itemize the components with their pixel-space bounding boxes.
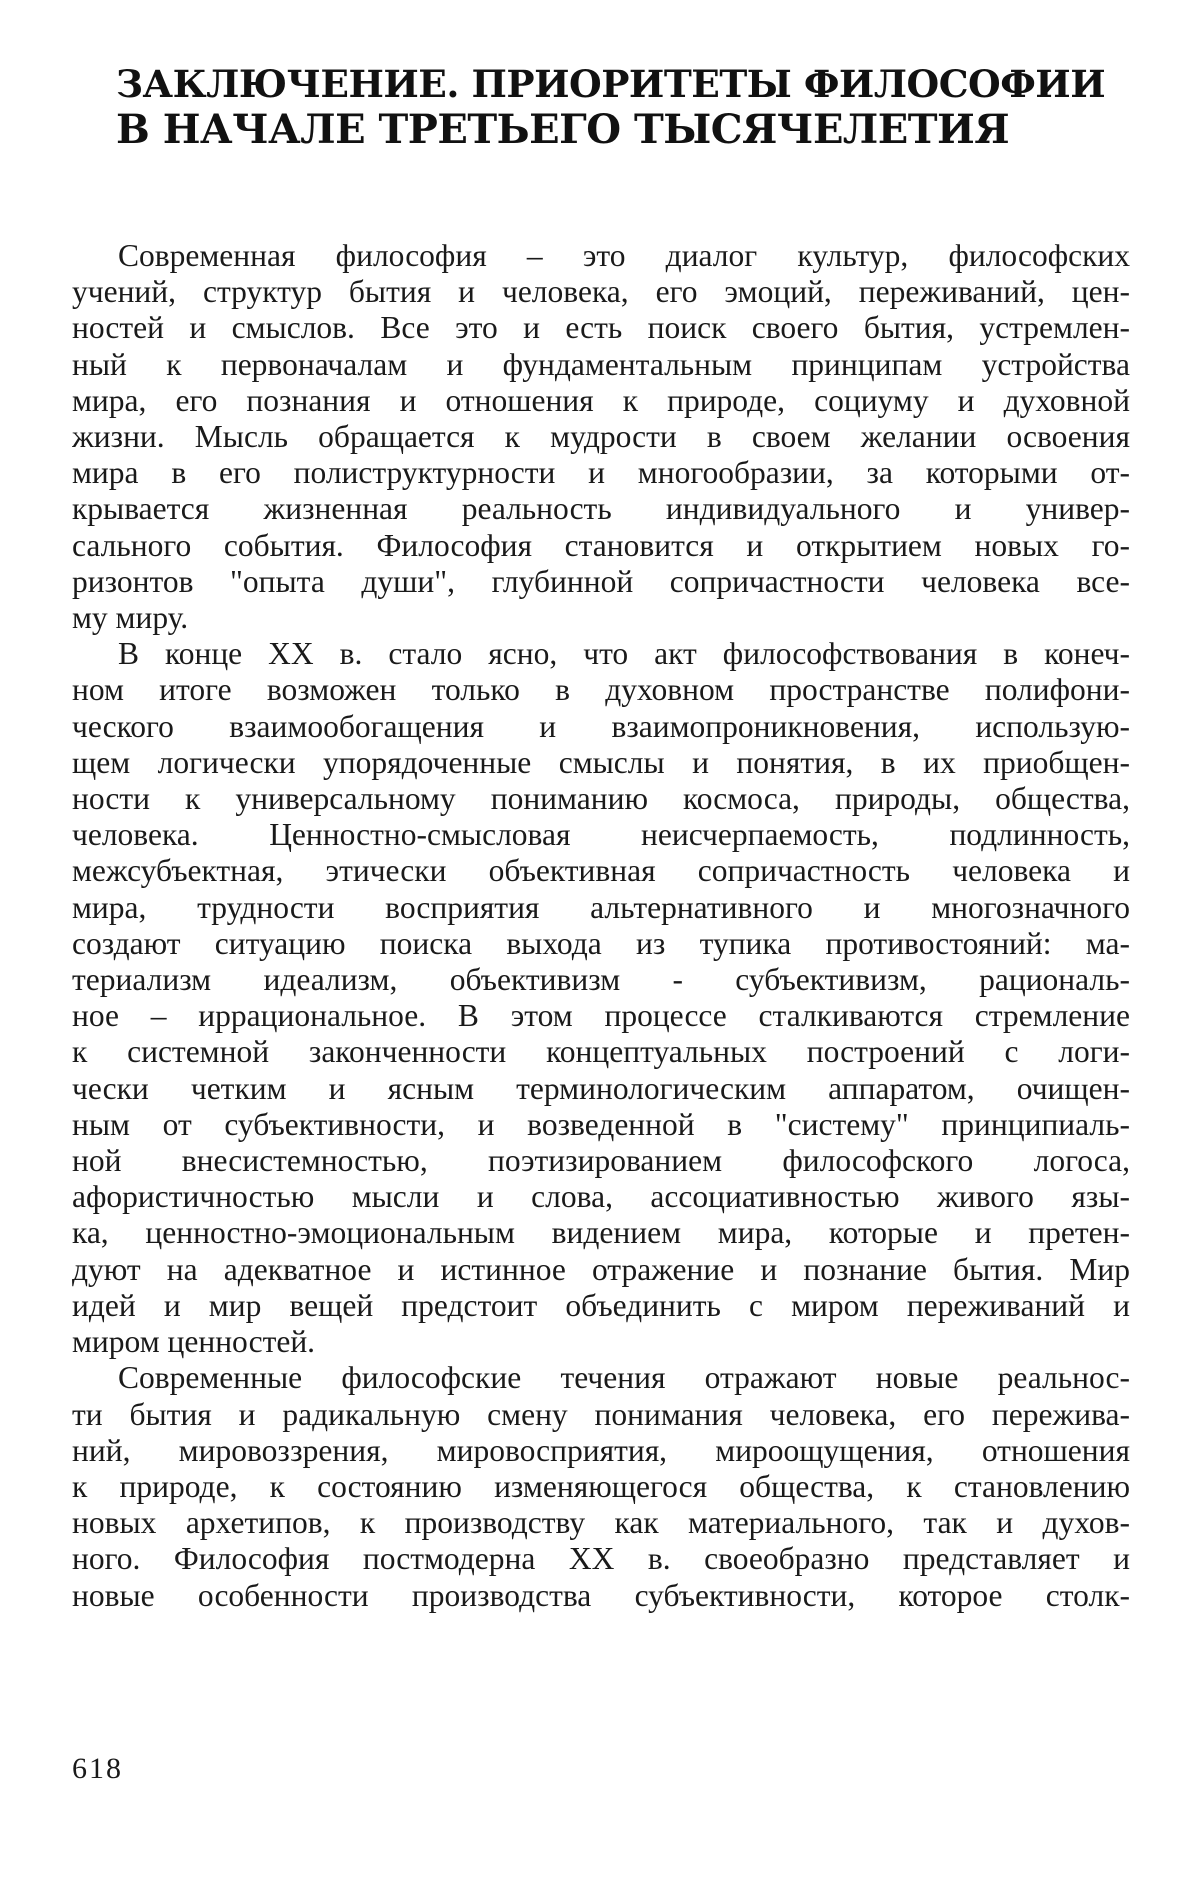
text-line: В конце XX в. стало ясно, что акт философствования в конеч- <box>118 636 1130 672</box>
text-line: к природе, к состоянию изменяющегося общества, к становлению <box>72 1468 1130 1504</box>
page-number: 618 <box>72 1752 123 1785</box>
text-line: ным от субъективности, и возведенной в "систему" принципиаль- <box>72 1106 1130 1142</box>
text-line: идей и мир вещей предстоит объединить с миром переживаний и <box>72 1287 1130 1323</box>
text-line: ный к первоначалам и фундаментальным принципам устройства <box>72 346 1130 382</box>
text-line: Современная философия – это диалог культур, философских <box>118 238 1130 273</box>
text-line: к системной законченности концептуальных построений с логи- <box>72 1034 1130 1070</box>
text-line: человека. Ценностно-смысловая неисчерпаемость, подлинность, <box>72 817 1130 853</box>
paragraph-2 <box>72 636 1130 1360</box>
text-line: Современные философские течения отражают новые реальнос- <box>118 1360 1130 1396</box>
text-line: создают ситуацию поиска выхода из тупика противостояний: ма- <box>72 925 1130 961</box>
text-line: ти бытия и радикальную смену понимания человека, его пережива- <box>72 1396 1130 1432</box>
chapter-heading <box>116 62 1116 152</box>
text-line: крывается жизненная реальность индивидуального и универ- <box>72 491 1130 527</box>
text-line: жизни. Мысль обращается к мудрости в своем желании освоения <box>72 419 1130 455</box>
text-line: ном итоге возможен только в духовном пространстве полифони- <box>72 672 1130 708</box>
text-line: межсубъектная, этически объективная сопричастность человека и <box>72 853 1130 889</box>
text-line: мира в его полиструктурности и многообразии, за которыми от- <box>72 455 1130 491</box>
text-line: ности к универсальному пониманию космоса, природы, общества, <box>72 781 1130 817</box>
text-line: новые особенности производства субъективности, которое столк- <box>72 1577 1130 1613</box>
text-line: ной внесистемностью, поэтизированием философского логоса, <box>72 1143 1130 1179</box>
text-line: миром ценностей. <box>72 1324 316 1360</box>
text-line: мира, трудности восприятия альтернативного и многозначного <box>72 889 1130 925</box>
text-line: мира, его познания и отношения к природе, социуму и духовной <box>72 382 1130 418</box>
chapter-heading-line-1: ЗАКЛЮЧЕНИЕ. ПРИОРИТЕТЫ ФИЛОСОФИИ <box>116 62 1106 106</box>
text-line: афористичностью мысли и слова, ассоциативностью живого язы- <box>72 1179 1130 1215</box>
text-line: му миру. <box>72 600 189 636</box>
text-line: сального события. Философия становится и открытием новых го- <box>72 527 1130 563</box>
text-line: ризонтов "опыта души", глубинной сопричастности человека все- <box>72 563 1130 599</box>
text-line: териализм идеализм, объективизм - субъективизм, рациональ- <box>72 962 1130 998</box>
text-line: ное – иррациональное. В этом процессе сталкиваются стремление <box>72 998 1130 1034</box>
text-line: чески четким и ясным терминологическим аппаратом, очищен- <box>72 1070 1130 1106</box>
text-line: учений, структур бытия и человека, его эмоций, переживаний, цен- <box>72 274 1130 310</box>
chapter-heading-line-2: В НАЧАЛЕ ТРЕТЬЕГО ТЫСЯЧЕЛЕТИЯ <box>116 106 1010 153</box>
paragraph-1 <box>72 238 1130 636</box>
text-line: новых архетипов, к производству как материального, так и духов- <box>72 1505 1130 1541</box>
text-line: ностей и смыслов. Все это и есть поиск своего бытия, устремлен- <box>72 310 1130 346</box>
text-line: ческого взаимообогащения и взаимопроникновения, использую- <box>72 708 1130 744</box>
paragraph-3 <box>72 1360 1130 1613</box>
text-line: ний, мировоззрения, мировосприятия, мироощущения, отношения <box>72 1432 1130 1468</box>
text-line: дуют на адекватное и истинное отражение и познание бытия. Мир <box>72 1251 1130 1287</box>
text-line: щем логически упорядоченные смыслы и понятия, в их приобщен- <box>72 744 1130 780</box>
body-text <box>72 238 1130 1614</box>
text-line: ного. Философия постмодерна XX в. своеобразно представляет и <box>72 1541 1130 1577</box>
text-line: ка, ценностно-эмоциональным видением мира, которые и претен- <box>72 1215 1130 1251</box>
